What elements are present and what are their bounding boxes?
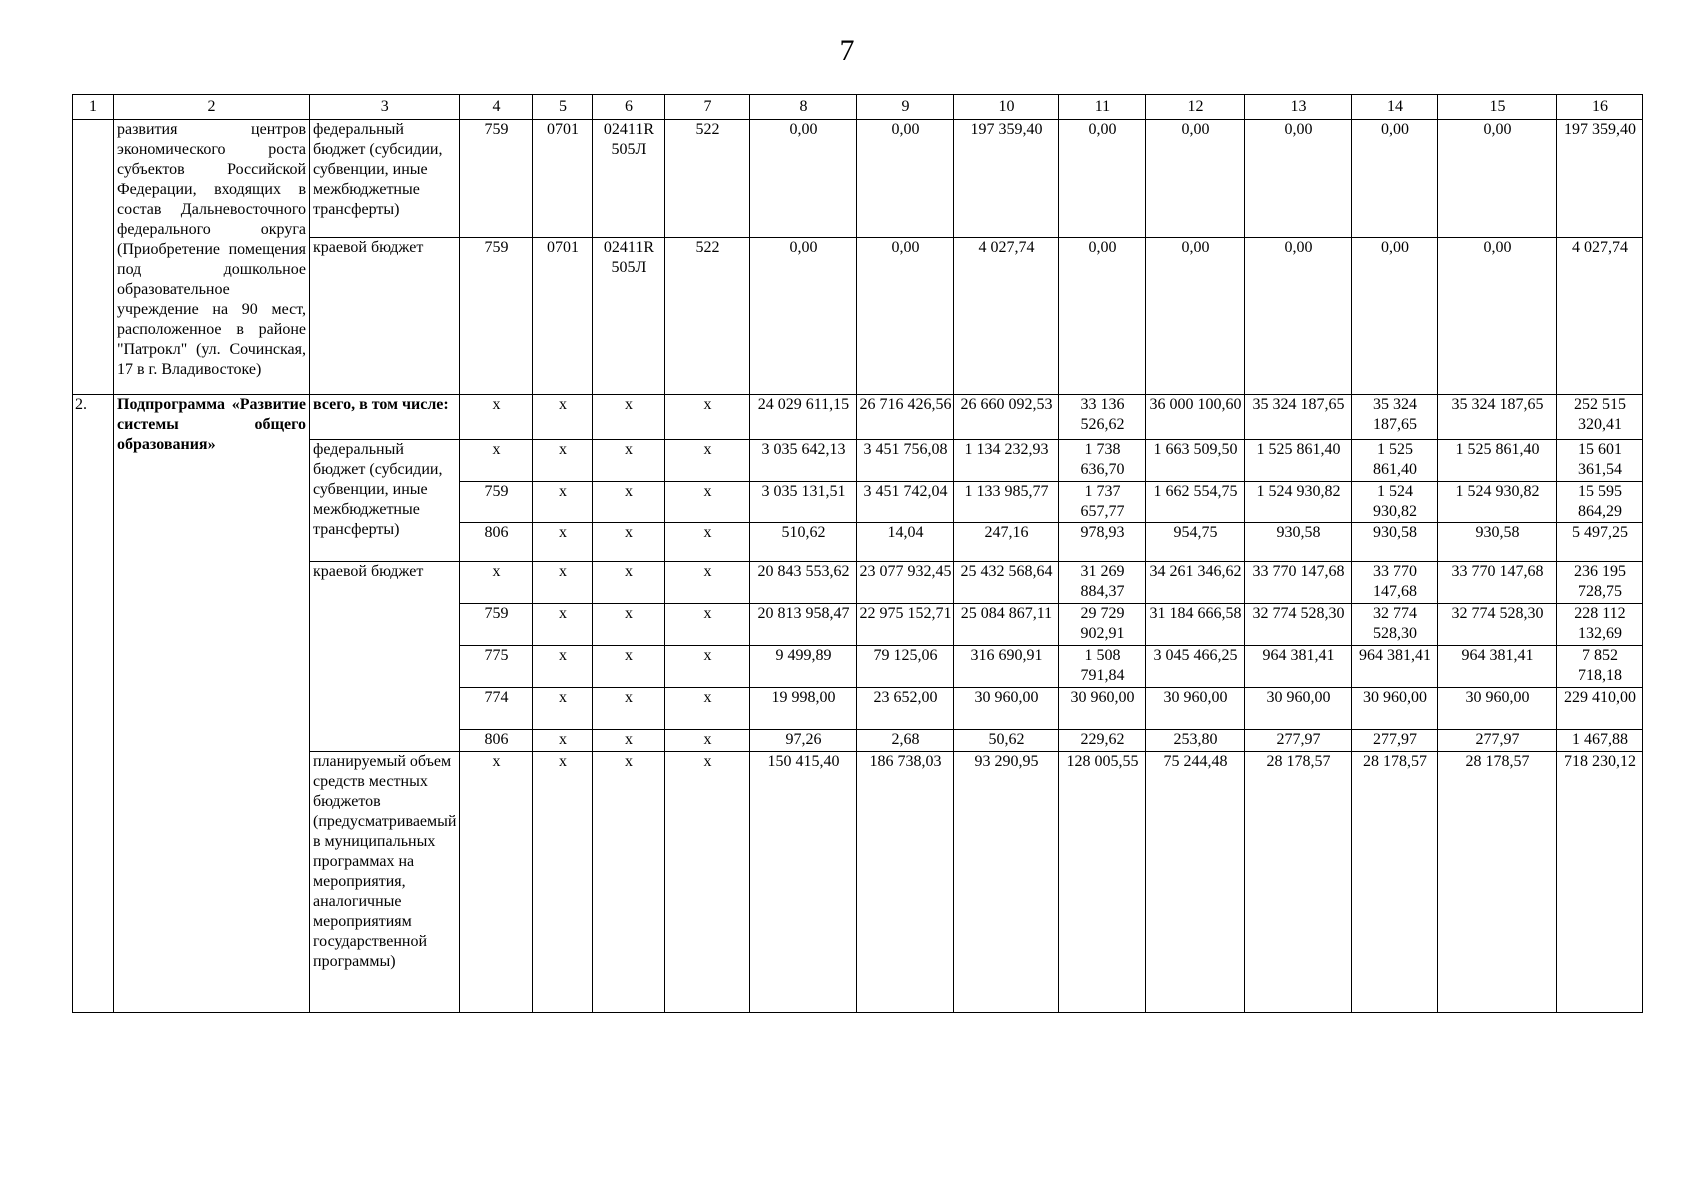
value-cell-col9: 79 125,06 (857, 646, 954, 688)
value-cell-col9: 0,00 (857, 238, 954, 395)
value-cell-col10: 316 690,91 (954, 646, 1059, 688)
value-cell-col12: 34 261 346,62 (1146, 562, 1245, 604)
value-cell-col10: 25 084 867,11 (954, 604, 1059, 646)
value-cell-col12: 0,00 (1146, 120, 1245, 238)
value-cell-col13: 33 770 147,68 (1245, 562, 1352, 604)
value-cell-col12: 31 184 666,58 (1146, 604, 1245, 646)
value-cell-col10: 25 432 568,64 (954, 562, 1059, 604)
vr-cell: x (665, 482, 750, 523)
value-cell-col16: 236 195 728,75 (1557, 562, 1643, 604)
value-cell-col14: 1 524 930,82 (1352, 482, 1438, 523)
rzpr-cell: x (533, 523, 593, 562)
header-cell-3: 3 (310, 95, 460, 120)
header-cell-2: 2 (114, 95, 310, 120)
csr-cell: x (593, 646, 665, 688)
rzpr-cell: 0701 (533, 238, 593, 395)
csr-cell: 02411R 505Л (593, 120, 665, 238)
value-cell-col14: 0,00 (1352, 120, 1438, 238)
csr-cell: x (593, 440, 665, 482)
header-cell-9: 9 (857, 95, 954, 120)
value-cell-col15: 964 381,41 (1438, 646, 1557, 688)
kvsr-cell: x (460, 395, 533, 440)
header-cell-16: 16 (1557, 95, 1643, 120)
value-cell-col12: 36 000 100,60 (1146, 395, 1245, 440)
kvsr-cell: x (460, 562, 533, 604)
kvsr-cell: 775 (460, 646, 533, 688)
value-cell-col15: 1 525 861,40 (1438, 440, 1557, 482)
value-cell-col10: 26 660 092,53 (954, 395, 1059, 440)
funding-source-cell: федеральный бюджет (субсидии, субвенции, иные межбюджетные трансферты) (310, 120, 460, 238)
header-cell-15: 15 (1438, 95, 1557, 120)
kvsr-cell: x (460, 752, 533, 1013)
row-number-cell (73, 120, 114, 395)
value-cell-col14: 930,58 (1352, 523, 1438, 562)
value-cell-col8: 0,00 (750, 238, 857, 395)
value-cell-col12: 3 045 466,25 (1146, 646, 1245, 688)
value-cell-col9: 3 451 742,04 (857, 482, 954, 523)
value-cell-col14: 35 324 187,65 (1352, 395, 1438, 440)
value-cell-col15: 33 770 147,68 (1438, 562, 1557, 604)
value-cell-col8: 20 843 553,62 (750, 562, 857, 604)
value-cell-col13: 0,00 (1245, 120, 1352, 238)
value-cell-col8: 20 813 958,47 (750, 604, 857, 646)
value-cell-col11: 1 508 791,84 (1059, 646, 1146, 688)
value-cell-col15: 0,00 (1438, 120, 1557, 238)
value-cell-col9: 14,04 (857, 523, 954, 562)
value-cell-col16: 15 601 361,54 (1557, 440, 1643, 482)
value-cell-col13: 1 525 861,40 (1245, 440, 1352, 482)
value-cell-col8: 3 035 642,13 (750, 440, 857, 482)
vr-cell: x (665, 523, 750, 562)
value-cell-col9: 22 975 152,71 (857, 604, 954, 646)
value-cell-col10: 4 027,74 (954, 238, 1059, 395)
csr-cell: x (593, 482, 665, 523)
value-cell-col10: 197 359,40 (954, 120, 1059, 238)
kvsr-cell: 774 (460, 688, 533, 730)
vr-cell: x (665, 646, 750, 688)
value-cell-col8: 9 499,89 (750, 646, 857, 688)
value-cell-col8: 510,62 (750, 523, 857, 562)
value-cell-col11: 0,00 (1059, 238, 1146, 395)
vr-cell: x (665, 752, 750, 1013)
value-cell-col12: 0,00 (1146, 238, 1245, 395)
value-cell-col13: 930,58 (1245, 523, 1352, 562)
csr-cell: x (593, 523, 665, 562)
value-cell-col16: 718 230,12 (1557, 752, 1643, 1013)
csr-cell: x (593, 752, 665, 1013)
value-cell-col10: 247,16 (954, 523, 1059, 562)
activity-description-cell: развития центров экономического роста субъектов Российской Федерации, входящих в состав Дальневосточного федерального округа (Приобретение помещения под дошкольное образовательное учреждение на 90 мест, расположенное в районе "Патрокл" (ул. Сочинская, 17 в г. Владивостоке) (114, 120, 310, 395)
value-cell-col15: 30 960,00 (1438, 688, 1557, 730)
funding-source-cell: краевой бюджет (310, 562, 460, 752)
value-cell-col16: 1 467,88 (1557, 730, 1643, 752)
header-cell-10: 10 (954, 95, 1059, 120)
value-cell-col16: 252 515 320,41 (1557, 395, 1643, 440)
value-cell-col12: 1 662 554,75 (1146, 482, 1245, 523)
value-cell-col16: 197 359,40 (1557, 120, 1643, 238)
value-cell-col8: 0,00 (750, 120, 857, 238)
rzpr-cell: x (533, 646, 593, 688)
funding-source-cell: всего, в том числе: (310, 395, 460, 440)
vr-cell: 522 (665, 238, 750, 395)
value-cell-col10: 1 134 232,93 (954, 440, 1059, 482)
value-cell-col11: 1 737 657,77 (1059, 482, 1146, 523)
funding-source-cell: федеральный бюджет (субсидии, субвенции, иные межбюджетные трансферты) (310, 440, 460, 562)
value-cell-col12: 954,75 (1146, 523, 1245, 562)
vr-cell: x (665, 730, 750, 752)
value-cell-col11: 0,00 (1059, 120, 1146, 238)
vr-cell: x (665, 604, 750, 646)
value-cell-col10: 93 290,95 (954, 752, 1059, 1013)
value-cell-col16: 228 112 132,69 (1557, 604, 1643, 646)
rzpr-cell: 0701 (533, 120, 593, 238)
value-cell-col11: 229,62 (1059, 730, 1146, 752)
subprogram-title-cell: Подпрограмма «Развитие системы общего образования» (114, 395, 310, 1013)
header-cell-8: 8 (750, 95, 857, 120)
value-cell-col15: 277,97 (1438, 730, 1557, 752)
table-row (73, 395, 1643, 440)
vr-cell: x (665, 688, 750, 730)
value-cell-col14: 0,00 (1352, 238, 1438, 395)
value-cell-col10: 30 960,00 (954, 688, 1059, 730)
value-cell-col13: 0,00 (1245, 238, 1352, 395)
value-cell-col12: 1 663 509,50 (1146, 440, 1245, 482)
row-number-cell: 2. (73, 395, 114, 1013)
value-cell-col14: 30 960,00 (1352, 688, 1438, 730)
value-cell-col13: 32 774 528,30 (1245, 604, 1352, 646)
value-cell-col9: 23 077 932,45 (857, 562, 954, 604)
value-cell-col13: 1 524 930,82 (1245, 482, 1352, 523)
csr-cell: x (593, 688, 665, 730)
header-row (73, 95, 1643, 120)
value-cell-col14: 277,97 (1352, 730, 1438, 752)
rzpr-cell: x (533, 562, 593, 604)
kvsr-cell: 759 (460, 604, 533, 646)
value-cell-col13: 35 324 187,65 (1245, 395, 1352, 440)
value-cell-col11: 1 738 636,70 (1059, 440, 1146, 482)
csr-cell: x (593, 604, 665, 646)
value-cell-col16: 229 410,00 (1557, 688, 1643, 730)
header-cell-6: 6 (593, 95, 665, 120)
csr-cell: x (593, 730, 665, 752)
kvsr-cell: x (460, 440, 533, 482)
header-cell-14: 14 (1352, 95, 1438, 120)
value-cell-col9: 0,00 (857, 120, 954, 238)
kvsr-cell: 759 (460, 238, 533, 395)
kvsr-cell: 759 (460, 120, 533, 238)
vr-cell: x (665, 440, 750, 482)
value-cell-col16: 7 852 718,18 (1557, 646, 1643, 688)
value-cell-col11: 33 136 526,62 (1059, 395, 1146, 440)
value-cell-col14: 964 381,41 (1352, 646, 1438, 688)
value-cell-col14: 1 525 861,40 (1352, 440, 1438, 482)
rzpr-cell: x (533, 604, 593, 646)
value-cell-col15: 28 178,57 (1438, 752, 1557, 1013)
rzpr-cell: x (533, 752, 593, 1013)
value-cell-col12: 30 960,00 (1146, 688, 1245, 730)
value-cell-col15: 930,58 (1438, 523, 1557, 562)
value-cell-col9: 186 738,03 (857, 752, 954, 1013)
value-cell-col8: 24 029 611,15 (750, 395, 857, 440)
value-cell-col13: 28 178,57 (1245, 752, 1352, 1013)
csr-cell: 02411R 505Л (593, 238, 665, 395)
value-cell-col15: 32 774 528,30 (1438, 604, 1557, 646)
value-cell-col11: 31 269 884,37 (1059, 562, 1146, 604)
rzpr-cell: x (533, 730, 593, 752)
value-cell-col13: 277,97 (1245, 730, 1352, 752)
value-cell-col10: 1 133 985,77 (954, 482, 1059, 523)
value-cell-col14: 28 178,57 (1352, 752, 1438, 1013)
value-cell-col9: 23 652,00 (857, 688, 954, 730)
rzpr-cell: x (533, 395, 593, 440)
value-cell-col16: 15 595 864,29 (1557, 482, 1643, 523)
funding-source-cell: краевой бюджет (310, 238, 460, 395)
value-cell-col15: 0,00 (1438, 238, 1557, 395)
header-cell-4: 4 (460, 95, 533, 120)
vr-cell: x (665, 562, 750, 604)
kvsr-cell: 806 (460, 730, 533, 752)
value-cell-col8: 150 415,40 (750, 752, 857, 1013)
header-cell-1: 1 (73, 95, 114, 120)
header-cell-11: 11 (1059, 95, 1146, 120)
vr-cell: x (665, 395, 750, 440)
kvsr-cell: 806 (460, 523, 533, 562)
rzpr-cell: x (533, 482, 593, 523)
csr-cell: x (593, 395, 665, 440)
value-cell-col8: 97,26 (750, 730, 857, 752)
value-cell-col10: 50,62 (954, 730, 1059, 752)
table-row (73, 120, 1643, 238)
value-cell-col9: 3 451 756,08 (857, 440, 954, 482)
value-cell-col9: 26 716 426,56 (857, 395, 954, 440)
value-cell-col9: 2,68 (857, 730, 954, 752)
value-cell-col15: 35 324 187,65 (1438, 395, 1557, 440)
header-cell-13: 13 (1245, 95, 1352, 120)
value-cell-col11: 128 005,55 (1059, 752, 1146, 1013)
value-cell-col14: 33 770 147,68 (1352, 562, 1438, 604)
csr-cell: x (593, 562, 665, 604)
value-cell-col14: 32 774 528,30 (1352, 604, 1438, 646)
value-cell-col8: 19 998,00 (750, 688, 857, 730)
value-cell-col16: 5 497,25 (1557, 523, 1643, 562)
vr-cell: 522 (665, 120, 750, 238)
header-cell-12: 12 (1146, 95, 1245, 120)
value-cell-col12: 253,80 (1146, 730, 1245, 752)
value-cell-col15: 1 524 930,82 (1438, 482, 1557, 523)
header-cell-5: 5 (533, 95, 593, 120)
value-cell-col11: 978,93 (1059, 523, 1146, 562)
value-cell-col8: 3 035 131,51 (750, 482, 857, 523)
rzpr-cell: x (533, 688, 593, 730)
value-cell-col13: 964 381,41 (1245, 646, 1352, 688)
header-cell-7: 7 (665, 95, 750, 120)
rzpr-cell: x (533, 440, 593, 482)
page-number: 7 (839, 34, 855, 67)
funding-source-cell: планируемый объем средств местных бюджетов (предусматриваемый в муниципальных программах на мероприятия, аналогичные мероприятиям государственной программы) (310, 752, 460, 1013)
budget-table (72, 94, 1643, 1013)
value-cell-col11: 29 729 902,91 (1059, 604, 1146, 646)
value-cell-col12: 75 244,48 (1146, 752, 1245, 1013)
kvsr-cell: 759 (460, 482, 533, 523)
value-cell-col11: 30 960,00 (1059, 688, 1146, 730)
value-cell-col13: 30 960,00 (1245, 688, 1352, 730)
value-cell-col16: 4 027,74 (1557, 238, 1643, 395)
